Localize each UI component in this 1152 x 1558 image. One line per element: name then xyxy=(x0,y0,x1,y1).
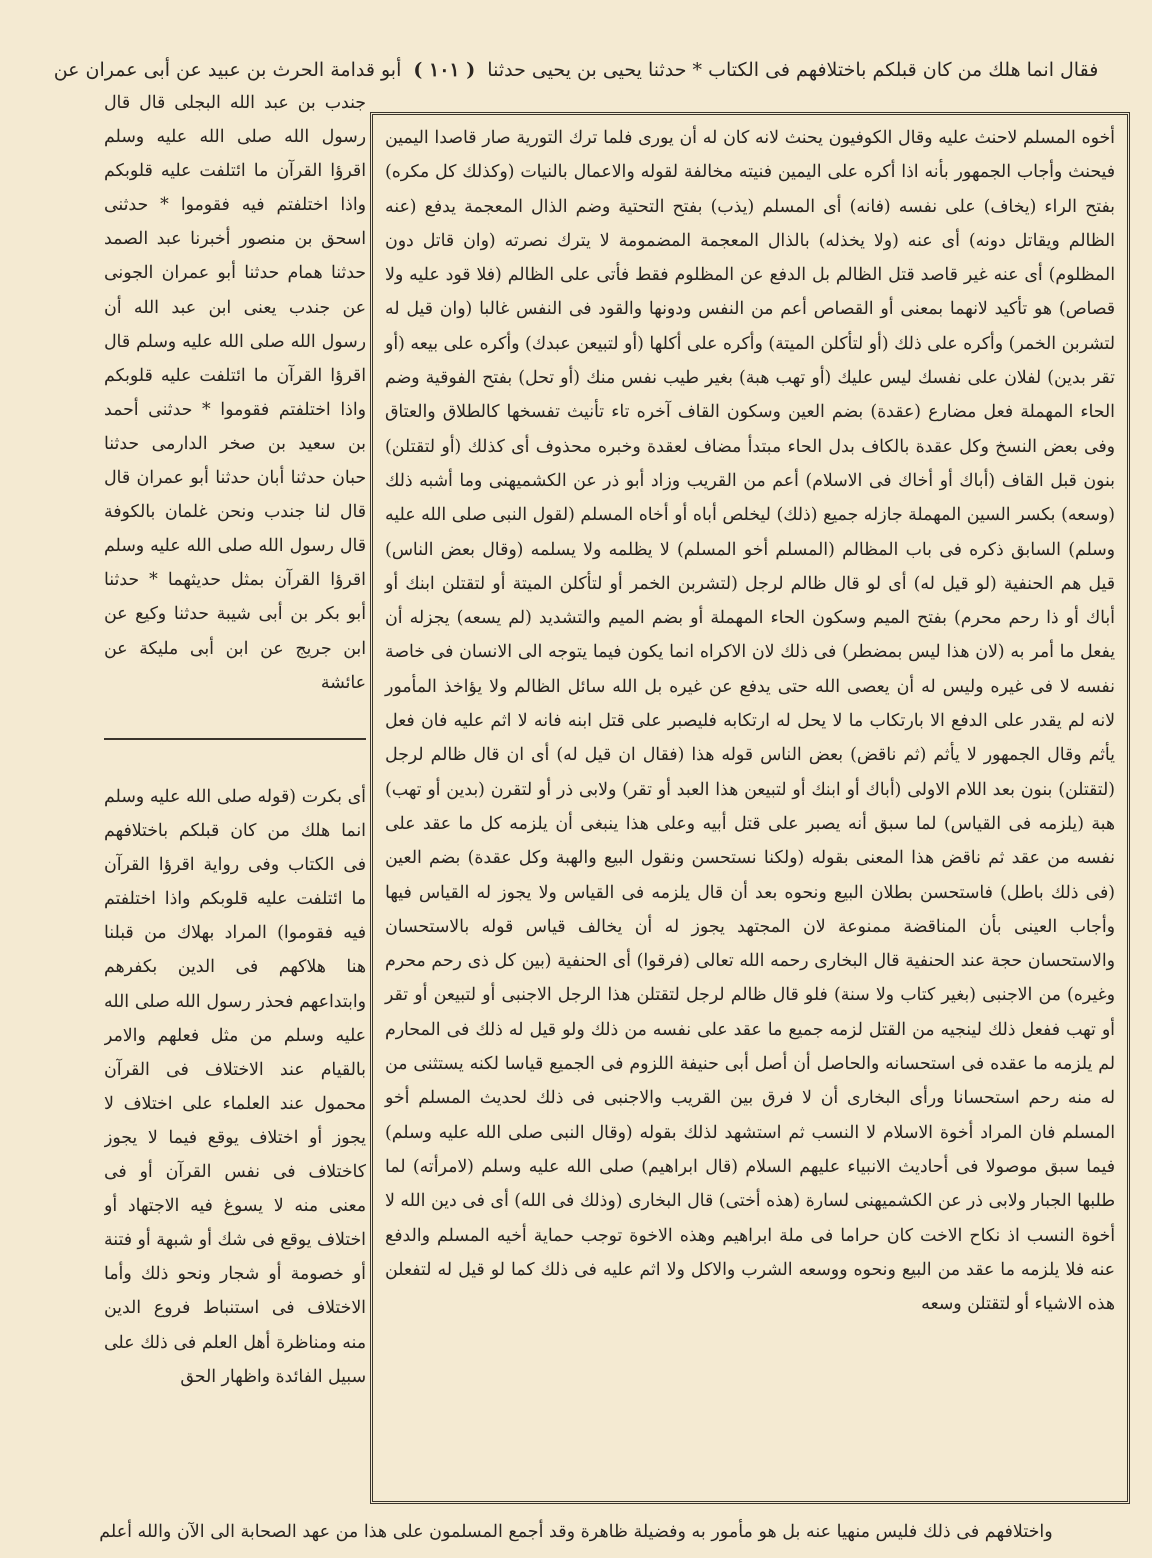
hadith-text: جندب بن عبد الله البجلى قال قال رسول الله صلى الله عليه وسلم اقرؤا القرآن ما ائتلفت عليه قلوبكم واذا اختلفتم فيه فقوموا * حدثنى اسحق بن منصور أخبرنا عبد الصمد حدثنا همام حدثنا أبو عمران الجونى عن جندب يعنى ابن عبد الله أن رسول الله صلى الله عليه وسلم قال اقرؤا القرآن ما ائتلفت عليه قلوبكم واذا اختلفتم فقوموا * حدثنى أحمد بن سعيد بن صخر الدارمى حدثنا حبان حدثنا أبان حدثنا أبو عمران قال قال لنا جندب ونحن غلمان بالكوفة قال رسول الله صلى الله عليه وسلم اقرؤا القرآن بمثل حديثهما * حدثنا أبو بكر بن أبى شيبة حدثنا وكيع عن ابن جريج عن ابن أبى مليكة عن عائشة xyxy=(104,93,366,693)
page-number: ( ۱۰۱ ) xyxy=(413,59,476,81)
left-margin xyxy=(0,0,100,1558)
commentary-text: أخوه المسلم لاحنث عليه وقال الكوفيون يحنث لانه كان له أن يورى فلما ترك التورية صار قاصدا اليمين فيحنث وأجاب الجمهور بأنه اذا أكره على اليمين فنيته مخالفة لقوله والاعمال بالنيات (وكذلك كل مكره) بفتح الراء (يخاف) على نفسه (فانه) أى المسلم (يذب) بفتح التحتية وضم الذال المعجمة يدفع (عنه الظالم ويقاتل دونه) أى عنه (ولا يخذله) بالذال المعجمة المضمومة لا يترك نصرته (وان قاتل دون المظلوم) أى عنه غير قاصد قتل الظالم بل الدفع عن المظلوم فقط فأتى على الظالم (فلا قود عليه ولا قصاص) هو تأكيد لانهما بمعنى أو القصاص أعم من النفس ودونها والقود فى النفس غالبا (وان قيل له لتشربن الخمر) وأكره على ذلك (أو لتأكلن الميتة) وأكره على أكلها (أو لتبيعن عبدك) وأكره على بيعه (أو تقر بدين) لفلان على نفسك ليس عليك (أو تهب هبة) بغير طيب نفس منك (أو تحل) بفتح الفوقية وضم الحاء المهملة فعل مضارع (عقدة) بضم العين وسكون القاف آخره تاء تأنيث تفسخها كالطلاق والعتاق وفى بعض النسخ وكل عقدة بالكاف بدل الحاء مبتدأ مضاف لعقدة وخبره محذوف أى كذلك (أو لتقتلن) بنون قبل القاف (أباك أو أخاك فى الاسلام) أعم من القريب وزاد أبو ذر عن الكشميهنى وما أشبه ذلك (وسعه) بكسر السين المهملة جازله جميع (ذلك) ليخلص أباه أو أخاه المسلم (لقول النبى صلى الله عليه وسلم) السابق ذكره فى باب المظالم (المسلم أخو المسلم) لا يظلمه ولا يسلمه (وقال بعض الناس) قيل هم الحنفية (لو قيل له) أى لو قال ظالم لرجل (لتشربن الخمر أو لتأكلن الميتة أو لتقتلن ابنك أو أباك أو ذا رحم محرم) بفتح الميم وسكون الحاء المهملة أو بضم الميم والتشديد (لم يسعه) يجزله أن يفعل ما أمر به (لان هذا ليس بمضطر) فى ذلك لان الاكراه انما يكون فيما يتوجه الى الانسان فى خاصة نفسه لا فى غيره وليس له أن يعصى الله حتى يدفع عن غيره بل الله سائل الظالم ولا يؤاخذ المأمور لانه لم يقدر على الدفع الا بارتكاب ما لا يحل له ارتكابه فليصبر على قتل ابنه فانه لا اثم عليه فان فعل يأثم وقال الجمهور لا يأثم (ثم ناقض) بعض الناس قوله هذا (فقال ان قيل له) أى ان قال ظالم لرجل (لتقتلن) بنون بعد اللام الاولى (أباك أو ابنك أو لتبيعن هذا العبد أو تقر) ولابى ذر أو لتقرن (بدين أو تهب) هبة (يلزمه فى القياس) لما سبق أنه يصبر على قتل أبيه وعلى هذا ينبغى أن يلزمه كل ما عقد على نفسه من عقد ثم ناقض هذا المعنى بقوله (ولكنا نستحسن ونقول البيع والهبة وكل عقدة) بضم العين (فى ذلك باطل) فاستحسن بطلان البيع ونحوه بعد أن قال يلزمه فى القياس ولا يجوز له القياس فيها وأجاب العينى بأن المناقضة ممنوعة لان المجتهد يجوز له أن يخالف قياس قوله بالاستحسان والاستحسان حجة عند الحنفية قال البخارى رحمه الله تعالى (فرقوا) أى الحنفية (بين كل ذى رحم محرم وغيره) من الاجنبى (بغير كتاب ولا سنة) فلو قال ظالم لرجل لتقتلن هذا الرجل الاجنبى أو لتبيعن أو تقر أو تهب ففعل ذلك لينجيه من القتل لزمه جميع ما عقد على نفسه من ذلك ولو قيل له ذلك فى المحارم لم يلزمه ما عقده فى استحسانه والحاصل أن أصل أبى حنيفة اللزوم فى الجميع قياسا لكنه يستثنى من له منه رحم استحسانا ورأى البخارى أن لا فرق بين القريب والاجنبى فى ذلك لحديث المسلم أخو المسلم فان المراد أخوة الاسلام لا النسب ثم استشهد لذلك بقوله (وقال النبى صلى الله عليه وسلم) فيما سبق موصولا فى أحاديث الانبياء عليهم السلام (قال ابراهيم) صلى الله عليه وسلم (لامرأته) لما طلبها الجبار ولابى ذر عن الكشميهنى لسارة (هذه أختى) قال البخارى (وذلك فى الله) أى فى دين الله لا أخوة النسب اذ نكاح الاخت كان حراما فى ملة ابراهيم وهذه الاخوة توجب حماية أخيه المسلم والدفع عنه فلا يلزمه ما عقد من البيع ونحوه ووسعه الشرب والاكل ولا اثم عليه فى ذلك كما لو قيل له لتفعلن هذه الاشياء أو لتقتلن وسعه xyxy=(385,128,1115,1315)
header-text-before: فقال انما هلك من كان قبلكم باختلافهم فى الكتاب * حدثنا يحيى بن يحيى حدثنا xyxy=(487,59,1099,81)
page-footer xyxy=(0,1512,1152,1552)
column-divider xyxy=(104,738,366,740)
side-commentary-text: أى بكرت (قوله صلى الله عليه وسلم انما هلك من كان قبلكم باختلافهم فى الكتاب وفى رواية اقرؤا القرآن ما ائتلفت عليه قلوبكم واذا اختلفتم فيه فقوموا) المراد بهلاك من قبلنا هنا هلاكهم فى الدين بكفرهم وابتداعهم فحذر رسول الله صلى الله عليه وسلم من مثل فعلهم والامر بالقيام عند الاختلاف فى القرآن محمول عند العلماء على اختلاف لا يجوز أو اختلاف يوقع فيما لا يجوز كاختلاف فى نفس القرآن أو فى معنى منه لا يسوغ فيه الاجتهاد أو اختلاف يوقع فى شك أو شبهة أو فتنة أو خصومة أو شجار ونحو ذلك وأما الاختلاف فى استنباط فروع الدين منه ومناظرة أهل العلم فى ذلك على سبيل الفائدة واظهار الحق xyxy=(104,787,366,1387)
commentary-box xyxy=(370,112,1130,1504)
side-commentary-column xyxy=(104,780,366,1500)
footer-text: واختلافهم فى ذلك فليس منهيا عنه بل هو مأمور به وفضيلة ظاهرة وقد أجمع المسلمون على هذا من عهد الصحابة الى الآن والله أعلم xyxy=(99,1522,1053,1542)
header-text-after: أبو قدامة الحرث بن عبيد عن أبى عمران عن xyxy=(53,59,402,81)
page-header xyxy=(0,50,1152,90)
hadith-column xyxy=(104,86,366,732)
